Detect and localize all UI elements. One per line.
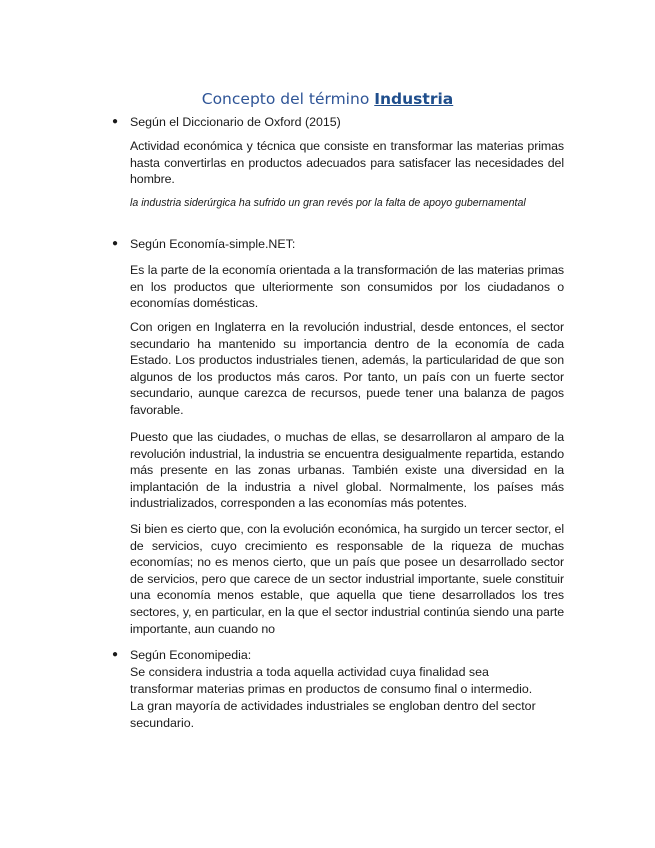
source-bullet-economia-simple — [112, 236, 295, 252]
text-line: transformar materias primas en productos de consumo final o intermedio. — [130, 682, 533, 696]
paragraph: Puesto que las ciudades, o muchas de ellas, se desarrollaron al amparo de la revolución industrial, la industria se encuentra desigualmente repartida, estando más presente en las zonas urbanas. También existe una diversidad en la implantación de la industria a nivel global. Normalmente, los países más industrializados, corresponden a las economías más potentes. — [130, 430, 564, 511]
paragraph: Si bien es cierto que, con la evolución económica, ha surgido un tercer sector, el de servicios, cuyo crecimiento es responsable de la riqueza de muchas economías; no es menos cierto, que un país que posee un desarrollado sector de servicios, pero que carece de un sector industrial importante, suele constituir una economía menos estable, que aquella que tiene desarrollados los tres sectores, y, en particular, en la que el sector industrial continúa siendo una parte importante, aun cuando no — [130, 522, 564, 636]
bullet-dot-icon: ● — [112, 649, 119, 660]
bullet-dot-icon: ● — [112, 238, 119, 249]
text-line: secundario. — [130, 716, 195, 730]
source-bullet-economipedia — [112, 647, 251, 663]
source-label: Según Economía-simple.NET: — [130, 237, 296, 251]
example-sentence: la industria siderúrgica ha sufrido un gran revés por la falta de apoyo gubernamental — [130, 197, 526, 209]
economipedia-definition — [130, 664, 570, 732]
page-title — [0, 90, 655, 108]
bullet-dot-icon: ● — [112, 116, 119, 127]
source-label: Según el Diccionario de Oxford (2015) — [130, 115, 341, 129]
title-prefix: Concepto del término — [201, 90, 370, 108]
paragraph: Es la parte de la economía orientada a la transformación de las materias primas en los productos que ulteriormente son consumidos por los ciudadanos o economías domésticas. — [130, 263, 564, 311]
paragraph: Con origen en Inglaterra en la revolución industrial, desde entonces, el sector secundario ha mantenido su importancia dentro de la economía de cada Estado. Los productos industriales tienen, además, la particularidad de que son algunos de los productos más caros. Por tanto, un país con un fuerte sector secundario, aunque carezca de recursos, puede tener una balanza de pagos favorable. — [130, 320, 564, 417]
text-line: Se considera industria a toda aquella actividad cuya finalidad sea — [130, 665, 489, 679]
definition-paragraph: Actividad económica y técnica que consiste en transformar las materias primas hasta convertirlas en productos adecuados para satisfacer las necesidades del hombre. — [130, 139, 564, 187]
text-line: La gran mayoría de actividades industriales se engloban dentro del sector — [130, 699, 536, 713]
source-bullet-oxford — [112, 114, 341, 130]
title-keyword: Industria — [374, 90, 454, 108]
source-label: Según Economipedia: — [130, 648, 252, 662]
